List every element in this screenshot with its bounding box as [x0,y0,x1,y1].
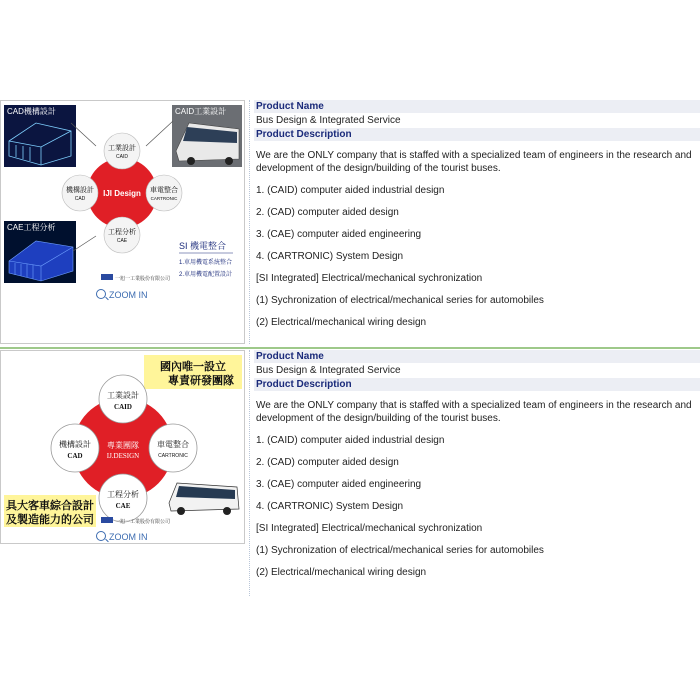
column-separator [249,350,250,596]
node-left-label: 機構設計 [59,440,91,449]
magnifier-icon [96,289,106,299]
description-intro: We are the ONLY company that is staffed with a specialized team of engineers in the research and development of the design/building of the tourist buses. [256,400,692,424]
product-name-value: Bus Design & Integrated Service [256,365,401,376]
node-right-sub: CARTRONIC [150,196,178,201]
description-item: (1) Sychronization of electrical/mechanical series for automobiles [256,545,544,556]
node-bottom-sub: CAE [116,238,128,244]
node-left-sub: CAD [74,196,86,202]
zoom-in-link[interactable]: ZOOM IN [96,289,148,300]
product-name-header: Product Name [254,350,700,363]
description-intro: We are the ONLY company that is staffed with a specialized team of engineers in the research and development of the design/building of the tourist buses. [256,150,692,174]
description-item: 3. (CAE) computer aided engineering [256,229,422,240]
description-item: [SI Integrated] Electrical/mechanical sychronization [256,273,483,284]
node-top-sub: CAID [114,403,132,411]
design-diagram-2 [1,351,244,543]
product-description [254,399,700,579]
cad-render-label: CAD機構設計 [7,107,56,116]
product-description [254,149,700,329]
caid-render-label: CAID工業設計 [175,107,227,116]
node-top-label: 工業設計 [108,145,136,152]
node-left-sub: CAD [67,452,83,460]
node-top-label: 工業設計 [107,391,139,400]
banner-top-line-2: 專責研發團隊 [168,375,234,387]
node-right-sub: CARTRONIC [158,453,188,459]
node-bottom-sub: CAE [115,502,131,510]
center-label-1: 專業團隊 [107,441,139,450]
company-logo-icon [101,274,113,280]
center-label: IJI Design [103,189,141,198]
si-line-1: 1.車用機電系統整合 [179,260,233,266]
company-name: 一旭一工業股份有限公司 [115,519,171,525]
product-info-1 [254,100,700,338]
banner-bottom-line-2: 及製造能力的公司 [6,514,94,526]
banner-bottom-line-1: 具大客車綜合設計 [6,500,94,512]
description-item: (2) Electrical/mechanical wiring design [256,567,427,578]
product-card-2 [0,350,700,600]
product-name-header: Product Name [254,100,700,113]
product-image-1[interactable] [0,100,245,344]
center-label-2: IJ.DESIGN [106,452,140,460]
product-description-header: Product Description [254,128,700,141]
section-divider [0,347,700,349]
banner-top-line-1: 國內唯一設立 [160,361,226,373]
description-item: 2. (CAD) computer aided design [256,457,399,468]
tour-bus-icon [169,483,239,515]
si-title: SI 機電整合 [179,241,227,251]
description-item: 2. (CAD) computer aided design [256,207,399,218]
description-item: 1. (CAID) computer aided industrial design [256,185,445,196]
node-right-label: 車電整合 [157,440,189,449]
product-info-2 [254,350,700,588]
description-item: (1) Sychronization of electrical/mechanical series for automobiles [256,295,544,306]
product-card-1 [0,100,700,344]
column-separator [249,100,250,344]
company-logo-icon [101,517,113,523]
product-name-value: Bus Design & Integrated Service [256,115,401,126]
magnifier-icon [96,531,106,541]
node-bottom-label: 工程分析 [107,490,139,499]
design-flower [62,133,182,253]
description-item: (2) Electrical/mechanical wiring design [256,317,427,328]
design-diagram-1 [1,101,244,343]
node-top-sub: CAID [116,154,128,160]
node-left-label: 機構設計 [66,187,94,194]
product-image-2[interactable] [0,350,245,544]
node-right-label: 車電整合 [150,187,178,194]
description-item: 3. (CAE) computer aided engineering [256,479,422,490]
si-line-2: 2.車用機電配置設計 [179,272,233,278]
description-item: [SI Integrated] Electrical/mechanical sychronization [256,523,483,534]
description-item: 4. (CARTRONIC) System Design [256,251,404,262]
description-item: 4. (CARTRONIC) System Design [256,501,404,512]
product-description-header: Product Description [254,378,700,391]
description-item: 1. (CAID) computer aided industrial design [256,435,445,446]
company-name: 一旭一工業股份有限公司 [115,276,171,282]
zoom-in-link[interactable]: ZOOM IN [96,531,148,542]
cae-render-label: CAE工程分析 [7,223,56,232]
node-bottom-label: 工程分析 [108,229,136,236]
